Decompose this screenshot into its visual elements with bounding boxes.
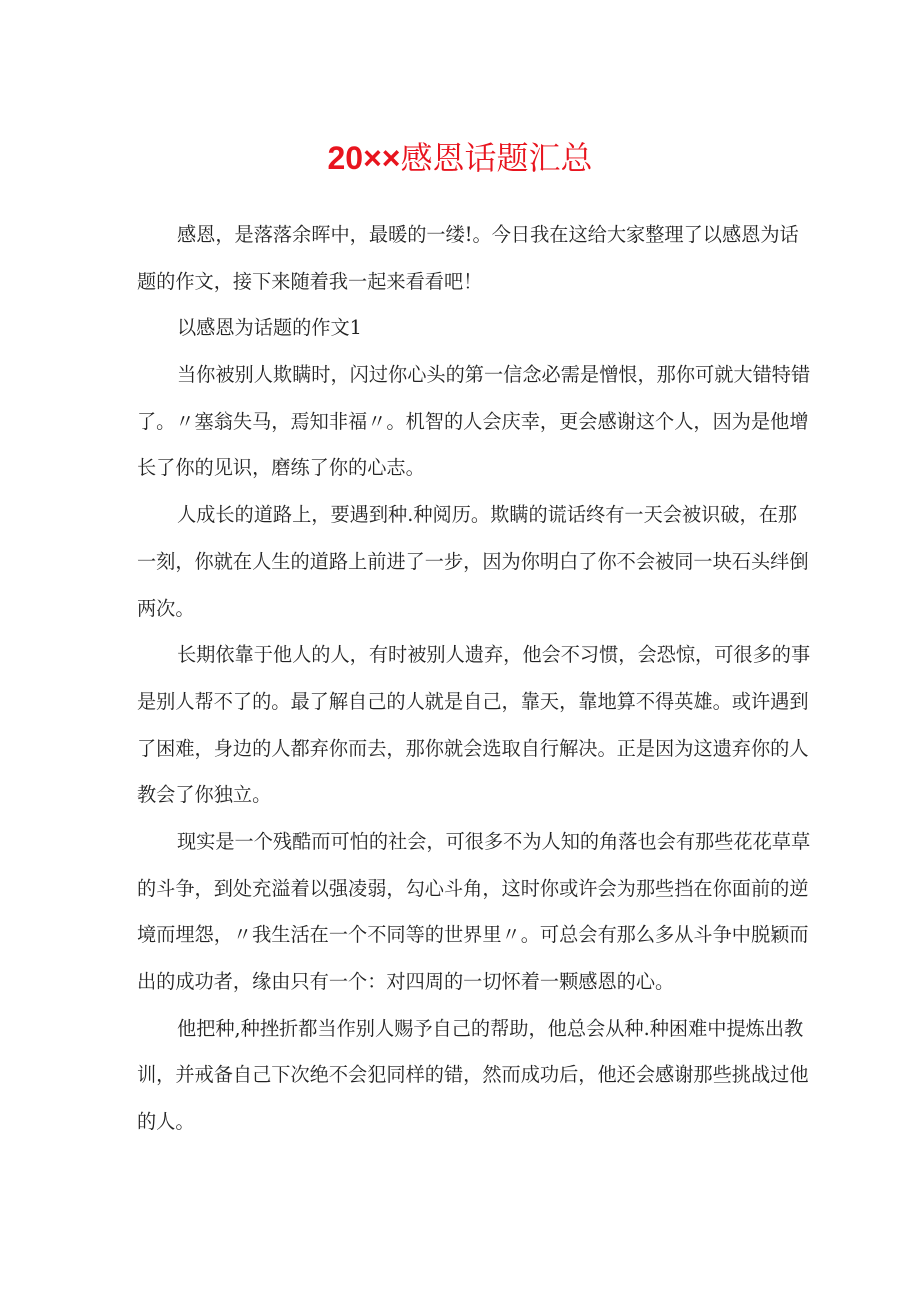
paragraph	[137, 352, 811, 492]
paragraph	[137, 632, 811, 819]
text-line: 当你被别人欺瞒时，闪过你心头的第一信念必需是憎恨，那你可就大错特错	[177, 363, 811, 387]
paragraph	[137, 1006, 809, 1146]
text-line: 境而埋怨，〃我生活在一个不同等的世界里〃。可总会有那么多从斗争中脱颖而	[137, 923, 809, 947]
paragraph	[137, 212, 799, 305]
text-line: 两次。	[137, 596, 195, 620]
text-line: 以感恩为话题的作文1	[177, 316, 362, 340]
text-line: 训，并戒备自己下次绝不会犯同样的错，然而成功后，他还会感谢那些挑战过他	[137, 1063, 809, 1087]
text-line: 了。〃塞翁失马，焉知非福〃。机智的人会庆幸，更会感谢这个人，因为是他增	[137, 409, 809, 433]
text-line: 一刻，你就在人生的道路上前进了一步，因为你明白了你不会被同一块石头绊倒	[137, 549, 809, 573]
text-line: 的斗争，到处充溢着以强凌弱，勾心斗角，这时你或许会为那些挡在你面前的逆	[137, 876, 809, 900]
text-line: 长了你的见识，磨练了你的心志。	[137, 456, 425, 480]
text-line: 教会了你独立。	[137, 783, 272, 807]
text-line: 了困难，身边的人都弃你而去，那你就会选取自行解决。正是因为这遗弃你的人	[137, 736, 809, 760]
paragraph	[137, 819, 811, 1006]
text-line: 他把种,种挫折都当作别人赐予自己的帮助，他总会从种.种困难中提炼出教	[177, 1016, 804, 1040]
text-line: 的人。	[137, 1110, 195, 1134]
document-body	[137, 212, 811, 1146]
text-line: 题的作文，接下来随着我一起来看看吧！	[137, 269, 483, 293]
title-prefix: 20××	[327, 140, 401, 176]
text-line: 出的成功者，缘由只有一个：对四周的一切怀着一颗感恩的心。	[137, 970, 675, 993]
text-line: 长期依靠于他人的人，有时被别人遗弃，他会不习惯，会恐惊，可很多的事	[177, 643, 811, 667]
text-line: 是别人帮不了的。最了解自己的人就是自己，靠天，靠地算不得英雄。或许遇到	[137, 689, 809, 713]
text-line: 现实是一个残酷而可怕的社会，可很多不为人知的角落也会有那些花花草草	[177, 829, 811, 853]
section-heading	[137, 305, 780, 352]
paragraph	[137, 492, 809, 632]
title-main: 感恩话题汇总	[400, 139, 593, 177]
text-line: 人成长的道路上，要遇到种.种阅历。欺瞒的谎话终有一天会被识破，在那	[177, 503, 798, 527]
text-line: 感恩，是落落余晖中，最暖的一缕!。今日我在这给大家整理了以感恩为话	[177, 223, 799, 246]
document-title	[0, 136, 920, 180]
